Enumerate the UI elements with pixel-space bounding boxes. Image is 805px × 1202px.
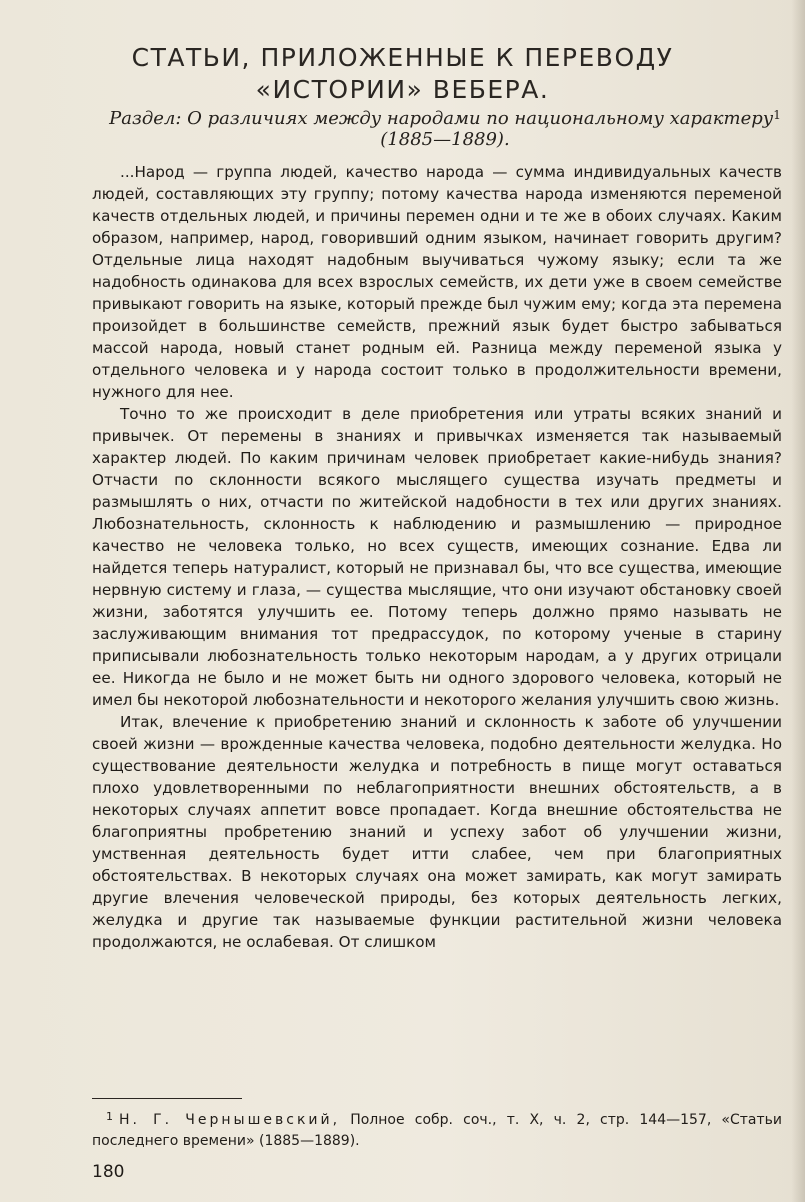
paragraph: Итак, влечение к приобретению знаний и склонность к заботе об улучшении своей жизни — врожденные качества человека, подобно деятельности желудка. Но существование деятельности желудка и потребность в пище могут оставаться плохо удовлетворенными по неблагоприятности внешних обстоятельств, а в некоторых случаях аппетит вовсе пропадает. Когда внешние обстоятельства не благоприятны пробретению знаний и успеху забот об улучшении жизни, умственная деятельность будет итти слабее, чем при благоприятных обстоятельствах. В некоторых случаях она может замирать, как могут замирать другие влечения человеческой природы, без которых деятельность легких, желудка и другие так называемые функции растительной жизни человека продолжаются, не ослабевая. От слишком [92, 713, 782, 951]
footnote-author: Н. Г. Чернышевский, [119, 1112, 341, 1128]
paragraph: ...Народ — группа людей, качество народа — сумма индивидуальных качеств людей, составляющих эту группу; потому качества народа изменяются переменой качеств отдельных людей, и причины перемен одни и те же в обоих случаях. Каким образом, например, народ, говоривший одним языком, начинает говорить другим? Отдельные лица находят надобным выучиваться чужому языку; если та же надобность одинакова для всех взрослых семейств, их дети уже в своем семействе привыкают говорить на языке, который прежде был чужим ему; когда эта перемена произойдет в большинстве семейств, прежний язык будет быстро забываться массой народа, новый станет родным ей. Разница между переменой языка у отдельного человека и у народа состоит только в продолжительности времени, нужного для нее. [92, 163, 782, 401]
page-number: 180 [92, 1162, 125, 1182]
chapter-title [0, 42, 805, 106]
footnote-text: Полное собр. соч., т. X, ч. 2, стр. 144—157, «Статьи последнего времени» (1885—1889). [92, 1112, 783, 1149]
footnote [92, 1110, 782, 1151]
footnote-marker: 1 [106, 1110, 113, 1123]
chapter-title-line-2: «ИСТОРИИ» ВЕБЕРА. [255, 75, 550, 104]
footnote-divider [92, 1098, 242, 1099]
section-heading-years: (1885—1889). [380, 129, 510, 150]
footnote-reference[interactable]: 1 [773, 108, 781, 122]
section-heading [100, 108, 790, 150]
paragraph: Точно то же происходит в деле приобретения или утраты всяких знаний и привычек. От перемены в знаниях и привычках изменяется так называемый характер людей. По каким причинам человек приобретает какие-нибудь знания? Отчасти по склонности всякого мыслящего существа изучать предметы и размышлять о них, отчасти по житейской надобности в тех или других знаниях. Любознательность, склонность к наблюдению и размышлению — природное качество не человека только, но всех существ, имеющих сознание. Едва ли найдется теперь натуралист, который не признавал бы, что все существа, имеющие нервную систему и глаза, — существа мыслящие, что они изучают обстановку своей жизни, заботятся улучшить ее. Потому теперь должно прямо называть не заслуживающим внимания тот предрассудок, по которому ученые в старину приписывали любознательность только некоторым народам, а у других отрицали ее. Никогда не было и не может быть ни одного здорового человека, который не имел бы некоторой любознательности и некоторого желания улучшить свою жизнь. [92, 405, 782, 709]
chapter-title-line-1: СТАТЬИ, ПРИЛОЖЕННЫЕ К ПЕРЕВОДУ [131, 43, 674, 72]
page-edge-shadow [791, 0, 805, 1202]
body-text [92, 161, 782, 953]
section-heading-text: Раздел: О различиях между народами по национальному характеру [109, 108, 774, 129]
